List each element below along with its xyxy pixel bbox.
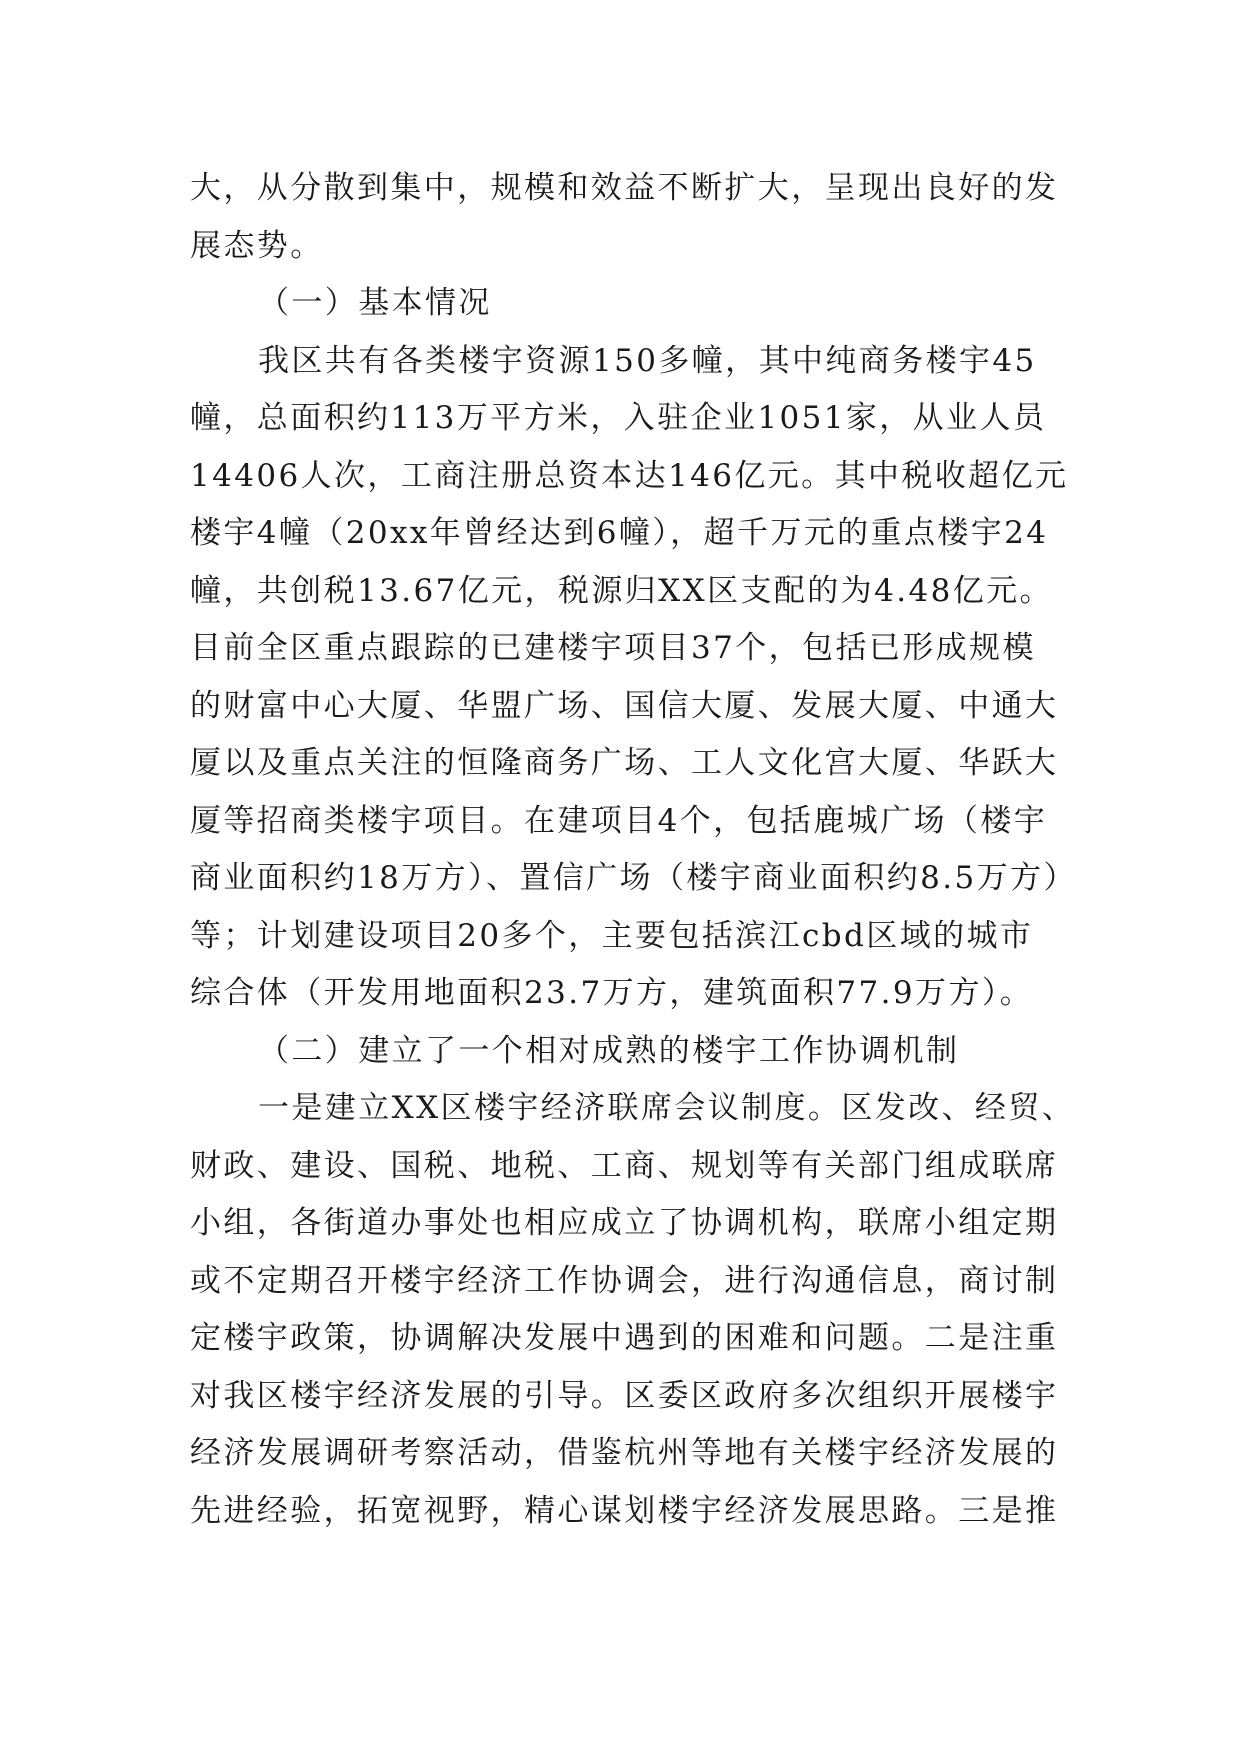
text-line: 楼宇4幢（20xx年曾经达到6幢），超千万元的重点楼宇24 xyxy=(190,515,1049,551)
text-line: 14406人次，工商注册总资本达146亿元。其中税收超亿元 xyxy=(190,457,1069,494)
text-line: 厦以及重点关注的恒隆商务广场、工人文化宫大厦、华跃大 xyxy=(190,745,1059,781)
text-line: 财政、建设、国税、地税、工商、规划等有关部门组成联席 xyxy=(190,1147,1059,1184)
text-line: 商业面积约18万方）、置信广场（楼宇商业面积约8.5万方） xyxy=(190,860,1077,896)
text-line: 目前全区重点跟踪的已建楼宇项目37个，包括已形成规模 xyxy=(190,630,1036,666)
text-line: 经济发展调研考察活动，借鉴杭州等地有关楼宇经济发展的 xyxy=(190,1435,1059,1471)
text-line: 或不定期召开楼宇经济工作协调会，进行沟通信息，商讨制 xyxy=(190,1262,1059,1299)
text-line: 展态势。 xyxy=(190,227,324,264)
text-line: 大，从分散到集中，规模和效益不断扩大，呈现出良好的发 xyxy=(190,170,1059,206)
section-heading: （一）基本情况 xyxy=(258,285,492,321)
text-line: 等；计划建设项目20多个，主要包括滨江cbd区域的城市 xyxy=(190,917,1034,954)
text-line: 幢，总面积约113万平方米，入驻企业1051家，从业人员 xyxy=(190,400,1047,436)
text-line: 一是建立XX区楼宇经济联席会议制度。区发改、经贸、 xyxy=(258,1090,1076,1126)
text-line: 的财富中心大厦、华盟广场、国信大厦、发展大厦、中通大 xyxy=(190,687,1059,724)
section-heading: （二）建立了一个相对成熟的楼宇工作协调机制 xyxy=(258,1032,960,1069)
text-line: 幢，共创税13.67亿元，税源归XX区支配的为4.48亿元。 xyxy=(190,572,1053,609)
text-line: 对我区楼宇经济发展的引导。区委区政府多次组织开展楼宇 xyxy=(190,1377,1059,1414)
text-line: 定楼宇政策，协调解决发展中遇到的困难和问题。二是注重 xyxy=(190,1320,1059,1356)
text-line: 综合体（开发用地面积23.7万方，建筑面积77.9万方）。 xyxy=(190,975,1034,1011)
text-line: 我区共有各类楼宇资源150多幢，其中纯商务楼宇45 xyxy=(258,342,1037,379)
body-text xyxy=(190,160,1077,1540)
text-line: 先进经验，拓宽视野，精心谋划楼宇经济发展思路。三是推 xyxy=(190,1492,1059,1529)
text-line: 厦等招商类楼宇项目。在建项目4个，包括鹿城广场（楼宇 xyxy=(190,802,1048,839)
text-line: 小组，各街道办事处也相应成立了协调机构，联席小组定期 xyxy=(190,1205,1059,1241)
